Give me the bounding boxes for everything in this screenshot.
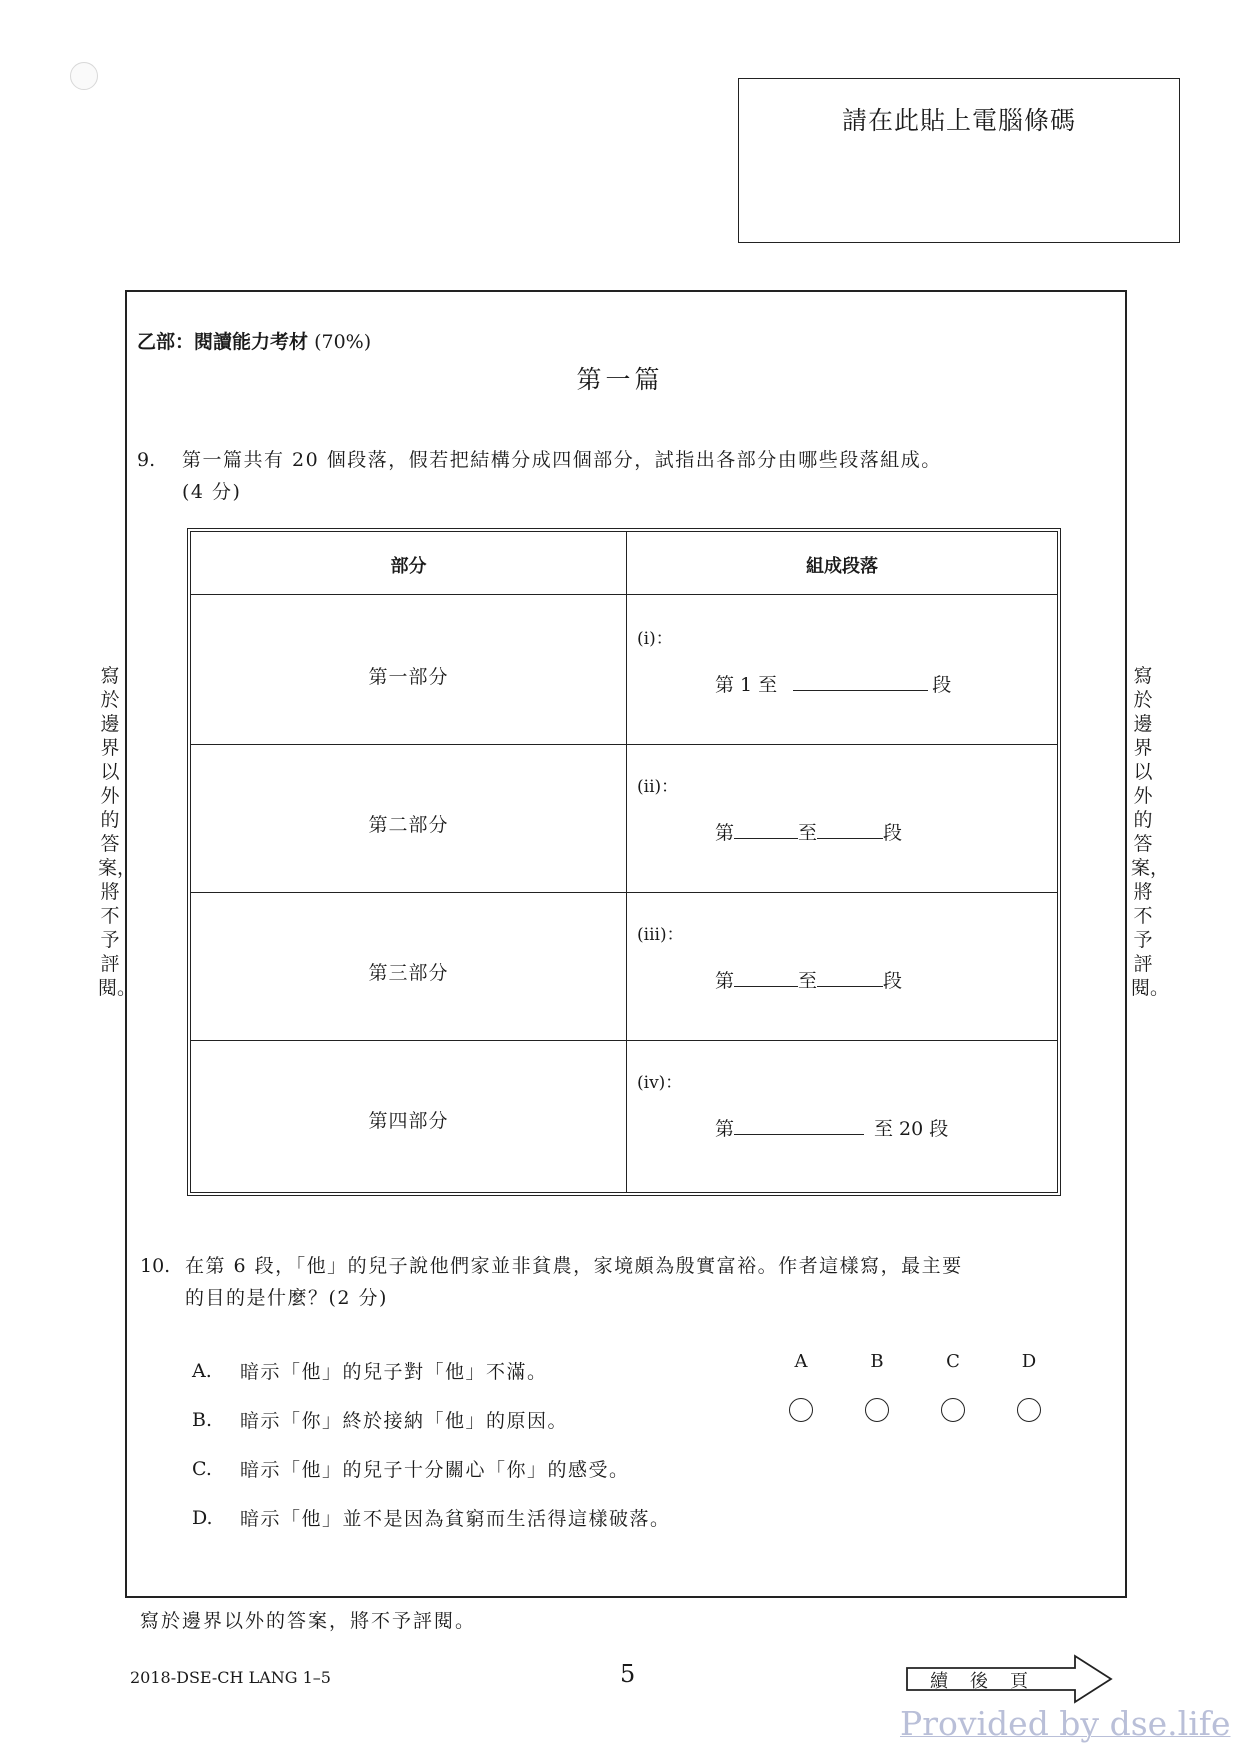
table-header-part: 部分 xyxy=(390,556,427,577)
table-row-fill xyxy=(715,670,951,697)
table-row-part-label: 第三部分 xyxy=(368,962,449,984)
option-letter: B. xyxy=(192,1409,213,1431)
answer-bubble-c[interactable] xyxy=(941,1398,965,1422)
question-9-table xyxy=(187,528,1061,1196)
table-row-fill xyxy=(715,1114,948,1141)
table-row-fill xyxy=(715,818,902,845)
table-row-part-label: 第一部分 xyxy=(368,666,449,688)
table-row-roman: (i)： xyxy=(637,629,673,649)
answer-bubble-b[interactable] xyxy=(865,1398,889,1422)
section-title xyxy=(137,327,371,354)
fill-prefix: 第 xyxy=(715,970,735,992)
table-header-divider xyxy=(191,594,1057,595)
barcode-sticker-box xyxy=(738,78,1180,243)
option-text: 暗示「他」並不是因為貧窮而生活得這樣破落。 xyxy=(240,1508,671,1530)
table-row-part-label: 第四部分 xyxy=(368,1110,449,1132)
table-row-part-label: 第二部分 xyxy=(368,814,449,836)
punch-hole-mark xyxy=(70,62,98,90)
table-row-roman: (ii)： xyxy=(637,777,679,797)
fill-prefix: 第 xyxy=(715,1118,735,1140)
option-letter: C. xyxy=(192,1458,212,1480)
question-9-marks: (4 分) xyxy=(182,481,242,503)
left-margin-note: 寫於邊界以外的答案，將不予評閱。 xyxy=(98,665,137,999)
fill-middle: 至 xyxy=(798,822,818,844)
question-10-number: 10. xyxy=(140,1255,171,1277)
option-text: 暗示「他」的兒子十分關心「你」的感受。 xyxy=(240,1459,630,1481)
table-header-paragraphs: 組成段落 xyxy=(806,556,878,577)
answer-blank[interactable] xyxy=(734,968,798,987)
section-title-text: 乙部：閱讀能力考材 xyxy=(137,331,309,353)
table-row-roman: (iii)： xyxy=(637,925,684,945)
fill-prefix: 第 1 至 xyxy=(715,674,778,696)
question-9-number: 9. xyxy=(137,449,156,471)
table-row-divider xyxy=(191,892,1057,893)
fill-suffix: 段 xyxy=(883,822,903,844)
answer-blank[interactable] xyxy=(734,820,798,839)
page-number: 5 xyxy=(620,1660,636,1688)
passage-title: 第一篇 xyxy=(576,365,664,394)
option-text: 暗示「他」的兒子對「他」不滿。 xyxy=(240,1361,548,1383)
table-column-divider xyxy=(626,532,627,1192)
table-row-divider xyxy=(191,744,1057,745)
answer-blank[interactable] xyxy=(793,672,928,691)
footer-boundary-note: 寫於邊界以外的答案，將不予評閱。 xyxy=(140,1610,477,1632)
fill-prefix: 第 xyxy=(715,822,735,844)
bubble-label-d: D xyxy=(1021,1351,1037,1372)
answer-bubble-d[interactable] xyxy=(1017,1398,1041,1422)
continue-arrow xyxy=(905,1652,1115,1706)
option-letter: D. xyxy=(192,1507,213,1529)
barcode-box-label: 請在此貼上電腦條碼 xyxy=(841,106,1076,135)
option-text: 暗示「你」終於接納「他」的原因。 xyxy=(240,1410,569,1432)
question-9-text: 第一篇共有 20 個段落，假若把結構分成四個部分，試指出各部分由哪些段落組成。 xyxy=(182,449,942,471)
fill-suffix: 段 xyxy=(883,970,903,992)
question-10-text: 在第 6 段，「他」的兒子說他們家並非貧農，家境頗為殷實富裕。作者這樣寫，最主要 xyxy=(185,1255,963,1277)
answer-bubble-a[interactable] xyxy=(789,1398,813,1422)
paper-code: 2018-DSE-CH LANG 1–5 xyxy=(130,1668,331,1687)
answer-blank[interactable] xyxy=(734,1116,864,1135)
continue-label: 續後頁 xyxy=(930,1671,1050,1692)
section-weight: (70%) xyxy=(314,331,372,353)
bubble-label-c: C xyxy=(946,1351,960,1372)
right-margin-note: 寫於邊界以外的答案，將不予評閱。 xyxy=(1131,665,1170,999)
fill-middle: 至 xyxy=(798,970,818,992)
question-10-text-cont: 的目的是什麼？(2 分) xyxy=(185,1287,388,1309)
source-watermark: Provided by dse.life xyxy=(900,1704,1231,1743)
option-letter: A. xyxy=(192,1360,212,1382)
fill-middle: 至 20 段 xyxy=(874,1118,949,1140)
bubble-label-a: A xyxy=(794,1351,808,1372)
answer-blank[interactable] xyxy=(817,968,883,987)
table-row-fill xyxy=(715,966,902,993)
fill-suffix: 段 xyxy=(932,674,952,696)
answer-blank[interactable] xyxy=(817,820,883,839)
table-row-roman: (iv)： xyxy=(637,1073,683,1093)
table-row-divider xyxy=(191,1040,1057,1041)
bubble-label-b: B xyxy=(870,1351,884,1372)
